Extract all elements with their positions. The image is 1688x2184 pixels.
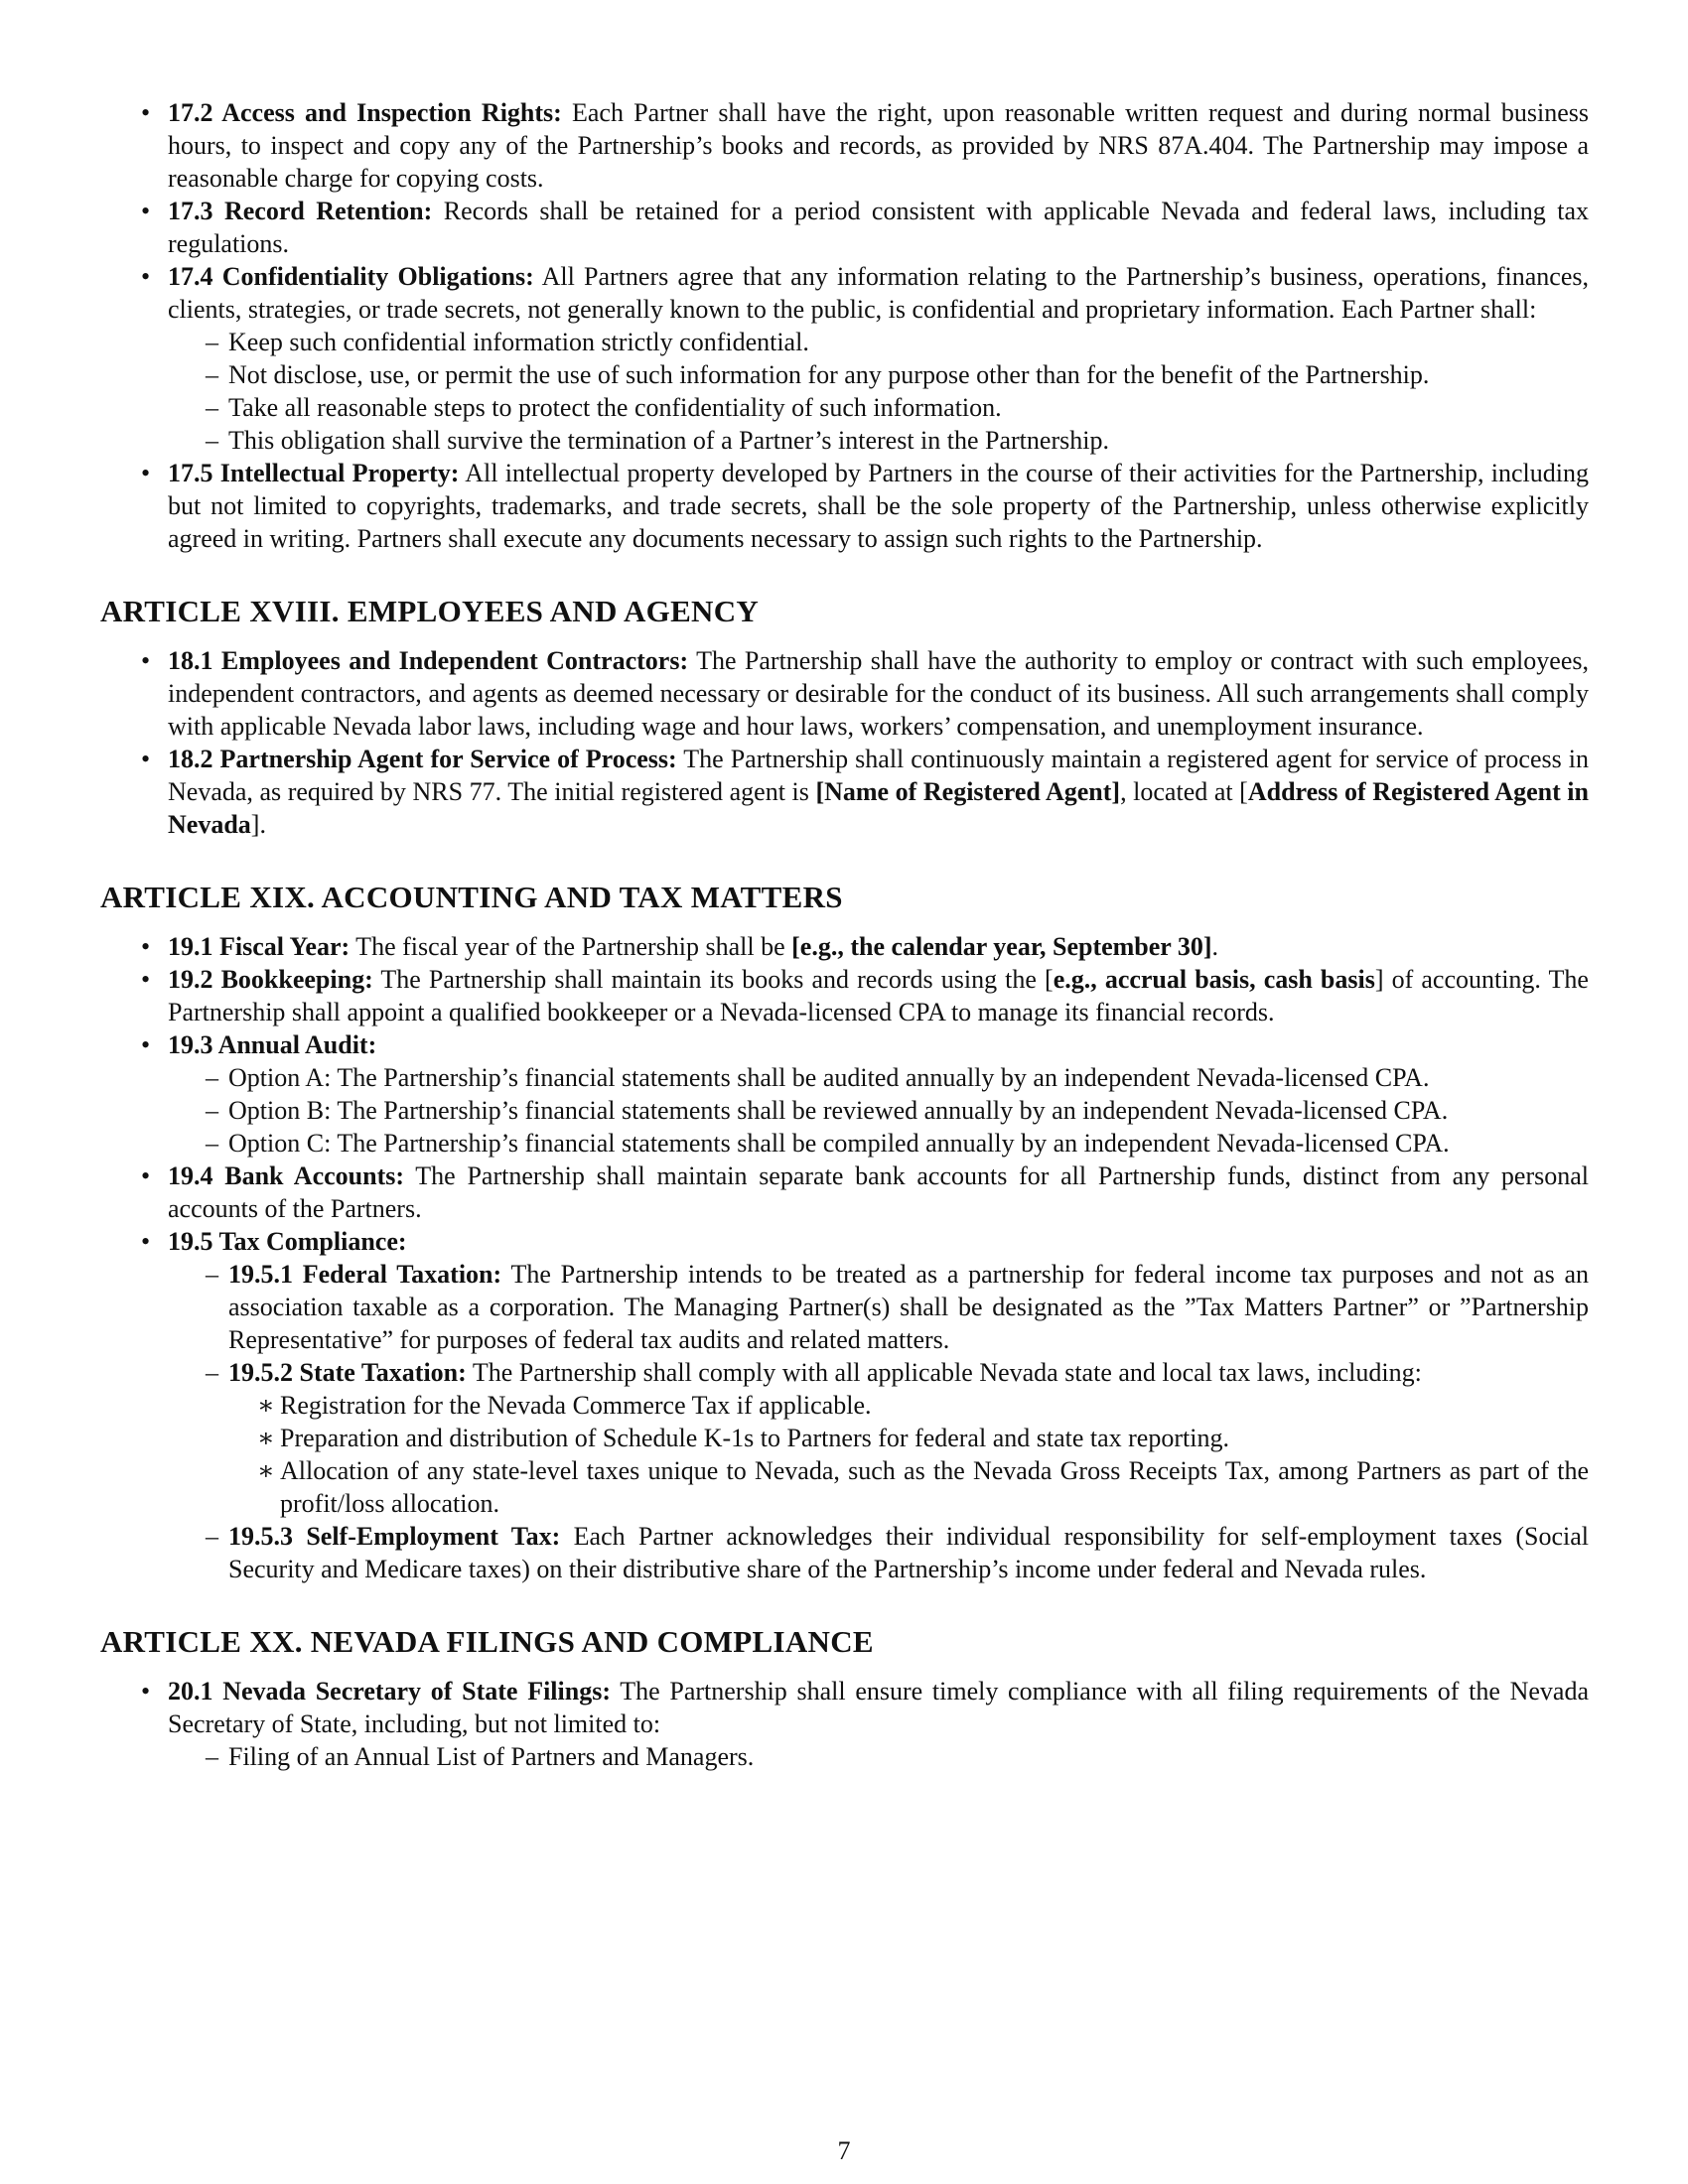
sub-item-19-5-2 <box>168 1356 1589 1520</box>
bracket: [ <box>1045 965 1054 994</box>
item-text: The Partnership shall ensure timely compliance with all filing requirements of the Nevada Secretary of State, including, but not limited to: <box>168 1677 1590 1738</box>
item-label: 19.5.2 State Taxation: <box>228 1358 467 1387</box>
item-text: Each Partner shall have the right, upon reasonable written request and during normal business hours, to inspect and copy any of the Partnership’s books and records, as provided by NRS 87A.404. The Partnership may impose a reasonable charge for copying costs. <box>168 98 1589 193</box>
article-20-list <box>100 1675 1589 1773</box>
item-label: 20.1 Nevada Secretary of State Filings: <box>168 1677 611 1706</box>
list-item-17-4 <box>100 260 1589 457</box>
accounting-basis-placeholder: e.g., accrual basis, cash basis <box>1053 965 1375 994</box>
article-18-heading: ARTICLE XVIII. EMPLOYEES AND AGENCY <box>100 594 760 628</box>
sub-item: – Keep such confidential information strictly confidential. <box>168 326 1589 358</box>
audit-option: – Option B: The Partnership’s financial statements shall be reviewed annually by an independent Nevada-licensed CPA. <box>168 1094 1589 1127</box>
item-label: 17.3 Record Retention: <box>168 197 433 225</box>
item-text: All Partners agree that any information relating to the Partnership’s business, operations, finances, clients, strategies, or trade secrets, not generally known to the public, is confidential and proprietary information. Each Partner shall: <box>168 262 1589 324</box>
list-item-17-3 <box>100 195 1589 260</box>
article-19-list <box>100 930 1589 1585</box>
item-label: 19.1 Fiscal Year: <box>168 932 351 961</box>
state-tax-list <box>228 1389 1589 1520</box>
bracket: [ <box>1239 777 1248 806</box>
audit-option: – Option A: The Partnership’s financial statements shall be audited annually by an independent Nevada-licensed CPA. <box>168 1061 1589 1094</box>
item-text: The Partnership shall maintain separate bank accounts for all Partnership funds, distinct from any personal accounts of the Partners. <box>168 1161 1589 1223</box>
audit-option: – Option C: The Partnership’s financial statements shall be compiled annually by an independent Nevada-licensed CPA. <box>168 1127 1589 1160</box>
item-text: The Partnership shall maintain its books and records using the <box>372 965 1046 994</box>
article-18-list <box>100 644 1589 841</box>
item-text: The Partnership shall comply with all applicable Nevada state and local tax laws, including: <box>466 1358 1422 1387</box>
item-label: 19.2 Bookkeeping: <box>168 965 373 994</box>
article-20-heading: ARTICLE XX. NEVADA FILINGS AND COMPLIANCE <box>100 1624 874 1659</box>
item-text: Each Partner acknowledges their individual responsibility for self-employment taxes (Social Security and Medicare taxes) on their distributive share of the Partnership’s income under federal and Nevada rules. <box>228 1522 1590 1583</box>
tax-compliance-list <box>168 1258 1589 1585</box>
list-item-19-1 <box>100 930 1589 963</box>
sub-item: – Filing of an Annual List of Partners and Managers. <box>168 1740 1589 1773</box>
item-label: 19.3 Annual Audit: <box>168 1030 377 1059</box>
list-item-20-1 <box>100 1675 1589 1773</box>
item-text: The Partnership shall continuously maintain a registered agent for service of process in Nevada, as required by NRS 77. The initial registered agent is <box>168 745 1590 806</box>
sub-item: – Take all reasonable steps to protect the confidentiality of such information. <box>168 391 1589 424</box>
item-text: The Partnership shall have the authority to employ or contract with such employees, independent contractors, and agents as deemed necessary or desirable for the conduct of its business. All such arrangements shall comply with applicable Nevada labor laws, including wage and hour laws, workers’ compensation, and unemployment insurance. <box>168 646 1589 741</box>
item-text: The fiscal year of the Partnership shall be <box>350 932 792 961</box>
list-item-18-2 <box>100 743 1589 841</box>
item-label: 19.4 Bank Accounts: <box>168 1161 405 1190</box>
list-item-19-3 <box>100 1028 1589 1160</box>
state-tax-item: ∗ Preparation and distribution of Schedule K-1s to Partners for federal and state tax reporting. <box>228 1422 1589 1454</box>
item-label: 17.4 Confidentiality Obligations: <box>168 262 534 291</box>
sub-item: – Not disclose, use, or permit the use of such information for any purpose other than for the benefit of the Partnership. <box>168 358 1589 391</box>
sub-item-19-5-1 <box>168 1258 1589 1356</box>
state-tax-item: ∗ Registration for the Nevada Commerce Tax if applicable. <box>228 1389 1589 1422</box>
item-text: , located at <box>1120 777 1240 806</box>
list-item-19-2 <box>100 963 1589 1028</box>
audit-options-list <box>168 1061 1589 1160</box>
list-item-17-2 <box>100 96 1589 195</box>
item-label: 19.5 Tax Compliance: <box>168 1227 407 1256</box>
item-label: 18.2 Partnership Agent for Service of Process: <box>168 745 677 773</box>
list-item-19-5 <box>100 1225 1589 1585</box>
list-item-19-4 <box>100 1160 1589 1225</box>
item-label: 18.1 Employees and Independent Contractors: <box>168 646 689 675</box>
article-19-heading: ARTICLE XIX. ACCOUNTING AND TAX MATTERS <box>100 880 843 914</box>
agent-address-placeholder: Address of Registered Agent in Nevada <box>168 777 1589 839</box>
item-label: 17.5 Intellectual Property: <box>168 459 460 487</box>
list-item-18-1 <box>100 644 1589 743</box>
list-item-17-5 <box>100 457 1589 555</box>
sub-item: – This obligation shall survive the termination of a Partner’s interest in the Partnership. <box>168 424 1589 457</box>
registered-agent-placeholder: [Name of Registered Agent] <box>815 777 1121 806</box>
item-text: . <box>259 810 266 839</box>
item-text: The Partnership intends to be treated as a partnership for federal income tax purposes and not as an association taxable as a corporation. The Managing Partner(s) shall be designated as the ”Tax Matters Partner” or ”Partnership Representative” for purposes of federal tax audits and related matters. <box>228 1260 1590 1354</box>
item-text: . <box>1211 932 1219 961</box>
item-label: 19.5.3 Self-Employment Tax: <box>228 1522 561 1551</box>
sub-item-19-5-3 <box>168 1520 1589 1585</box>
item-text: Records shall be retained for a period consistent with applicable Nevada and federal laws, including tax regulations. <box>168 197 1589 258</box>
filings-sublist <box>168 1740 1589 1773</box>
page-number: 7 <box>837 2136 851 2165</box>
article-17-list <box>100 96 1589 555</box>
fiscal-year-placeholder: [e.g., the calendar year, September 30] <box>791 932 1212 961</box>
bracket: ] <box>1374 965 1384 994</box>
item-text: of accounting. The Partnership shall appoint a qualified bookkeeper or a Nevada-licensed CPA to manage its financial records. <box>168 965 1589 1026</box>
item-label: 17.2 Access and Inspection Rights: <box>168 98 562 127</box>
state-tax-item: ∗ Allocation of any state-level taxes unique to Nevada, such as the Nevada Gross Receipts Tax, among Partners as part of the profit/loss allocation. <box>228 1454 1589 1520</box>
bracket: ] <box>250 810 260 839</box>
item-text: All intellectual property developed by Partners in the course of their activities for the Partnership, including but not limited to copyrights, trademarks, and trade secrets, shall be the sole property of the Partnership, unless otherwise explicitly agreed in writing. Partners shall execute any documents necessary to assign such rights to the Partnership. <box>168 459 1589 553</box>
confidentiality-sublist <box>168 326 1589 457</box>
item-label: 19.5.1 Federal Taxation: <box>228 1260 502 1289</box>
